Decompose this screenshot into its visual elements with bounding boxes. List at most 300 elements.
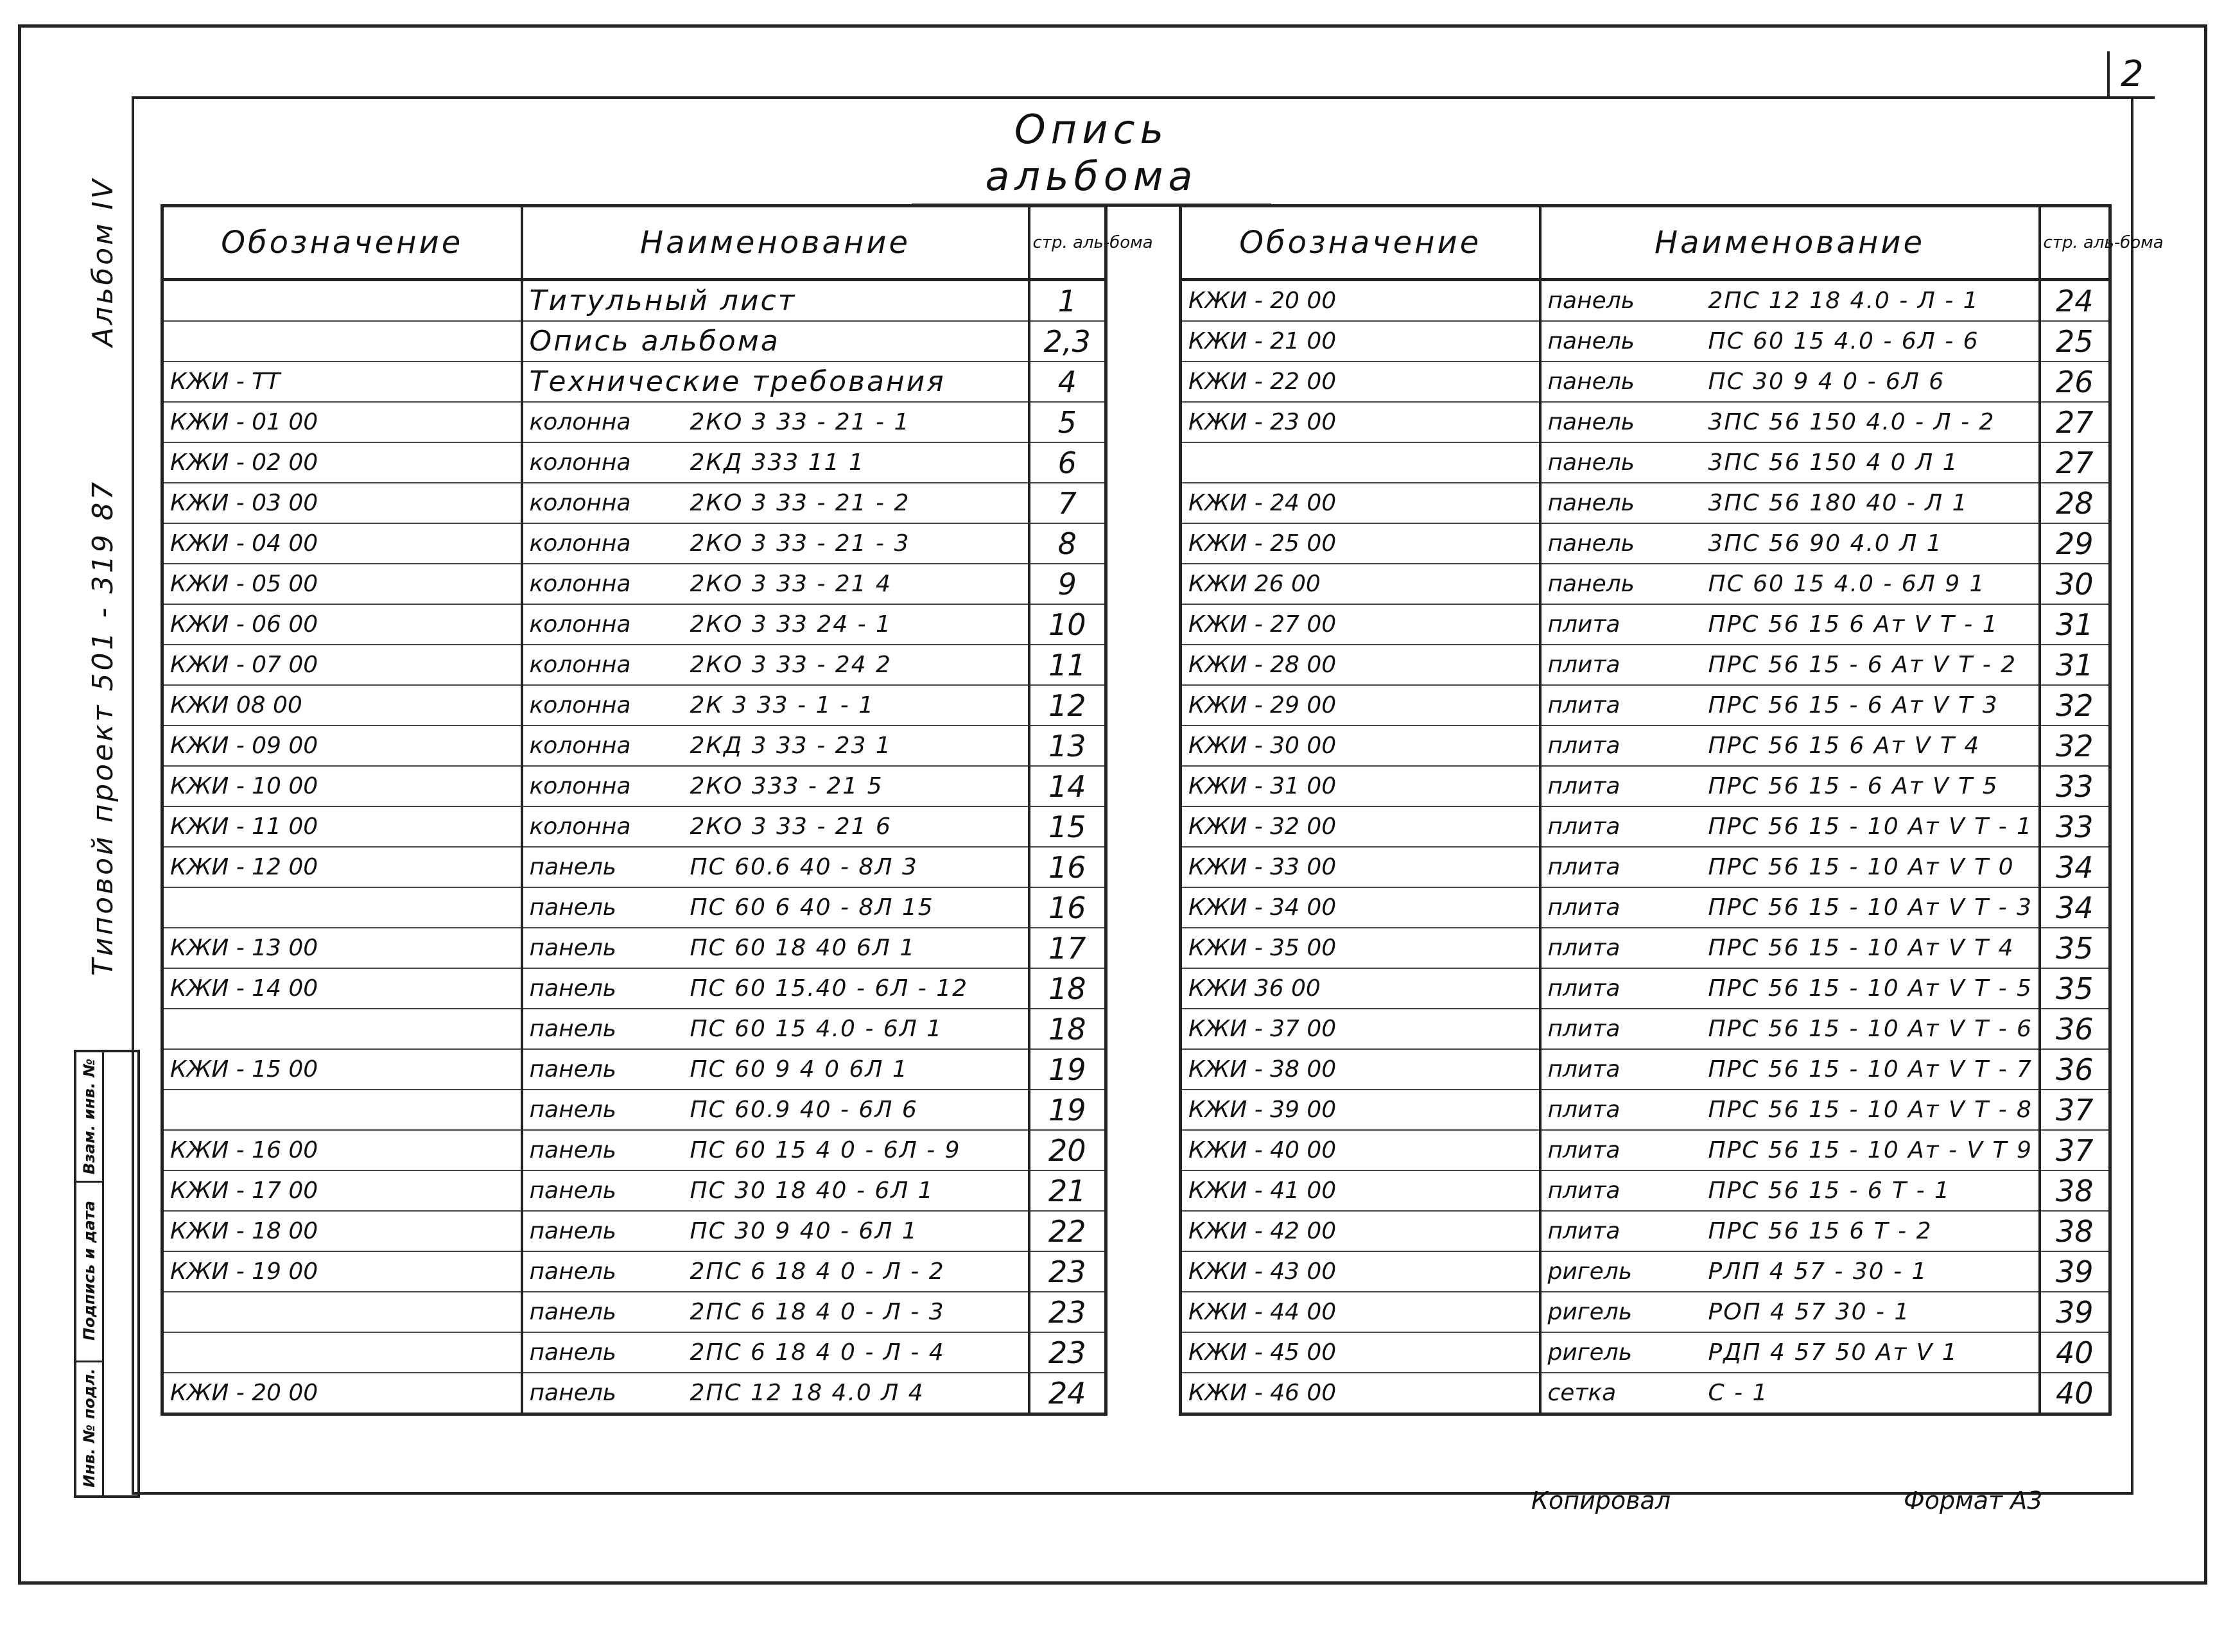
row-page: 21	[1029, 1170, 1106, 1211]
row-designation	[162, 1332, 522, 1373]
row-designation: КЖИ - 05 00	[162, 564, 522, 604]
row-mark: 2ПС 6 18 4 0 - Л - 2	[690, 1258, 945, 1285]
table-row	[162, 1332, 1106, 1373]
row-page: 40	[2040, 1373, 2110, 1414]
row-kind: плита	[1547, 854, 1620, 880]
row-designation: КЖИ - 11 00	[162, 806, 522, 847]
row-designation: КЖИ - 37 00	[1181, 1009, 1540, 1049]
row-mark: ПС 60 15 4.0 - 6Л 1	[690, 1016, 943, 1042]
table-row	[1181, 1332, 2110, 1373]
row-designation	[162, 1009, 522, 1049]
table-row	[1181, 564, 2110, 604]
row-mark: 2КО 3 33 - 21 4	[690, 571, 892, 597]
row-mark: ПРС 56 15 - 10 Ат V Т - 6	[1708, 1016, 2033, 1042]
table-row	[1181, 928, 2110, 968]
row-page: 37	[2040, 1090, 2110, 1130]
row-name	[1540, 321, 2040, 361]
row-kind: панель	[529, 975, 617, 1002]
row-kind: плита	[1547, 733, 1620, 759]
table-row	[162, 1170, 1106, 1211]
row-designation	[162, 1292, 522, 1332]
row-page: 35	[2040, 968, 2110, 1009]
row-name	[522, 645, 1029, 685]
row-name	[522, 280, 1029, 322]
table-row	[1181, 726, 2110, 766]
row-page: 23	[1029, 1251, 1106, 1292]
table-row	[1181, 1170, 2110, 1211]
row-page: 34	[2040, 887, 2110, 928]
row-kind: плита	[1547, 935, 1620, 961]
row-mark: 2ПС 6 18 4 0 - Л - 4	[690, 1339, 945, 1366]
row-mark: 2КО 3 33 - 24 2	[690, 652, 892, 678]
row-mark: ПРС 56 15 - 10 Ат V Т - 3	[1708, 894, 2033, 921]
row-page: 23	[1029, 1292, 1106, 1332]
row-name	[1540, 1090, 2040, 1130]
row-designation: КЖИ - 45 00	[1181, 1332, 1540, 1373]
row-name	[1540, 1170, 2040, 1211]
row-mark: ПС 60 15.40 - 6Л - 12	[690, 975, 968, 1002]
row-kind: панель	[1547, 490, 1635, 516]
header-designation: Обозначение	[162, 206, 522, 280]
row-mark: ПС 60 15 4 0 - 6Л - 9	[690, 1137, 961, 1163]
row-designation: КЖИ - 17 00	[162, 1170, 522, 1211]
row-kind: панель	[529, 1016, 617, 1042]
table-row	[162, 402, 1106, 442]
row-mark: 2КО 333 - 21 5	[690, 773, 883, 799]
row-name	[1540, 1373, 2040, 1414]
project-label: Типовой проект 501 - 319 87	[87, 479, 119, 976]
table-row	[1181, 402, 2110, 442]
row-name	[1540, 523, 2040, 564]
row-designation: КЖИ - 20 00	[1181, 280, 1540, 322]
row-mark: 2КО 3 33 - 21 - 1	[690, 409, 910, 435]
row-kind: панель	[529, 894, 617, 921]
row-designation: КЖИ - 20 00	[162, 1373, 522, 1414]
stamp-cell-signature: Подпись и дата	[76, 1181, 102, 1362]
row-kind: Технические требования	[529, 365, 946, 398]
row-page: 14	[1029, 766, 1106, 806]
row-name	[522, 361, 1029, 402]
row-mark: ПРС 56 15 - 10 Ат - V Т 9	[1708, 1137, 2033, 1163]
row-name	[1540, 645, 2040, 685]
row-designation: КЖИ - 31 00	[1181, 766, 1540, 806]
row-page: 38	[2040, 1170, 2110, 1211]
row-kind: панель	[529, 1218, 617, 1244]
row-page: 22	[1029, 1211, 1106, 1251]
row-mark: ПРС 56 15 - 6 Т - 1	[1708, 1178, 1950, 1204]
row-designation	[162, 887, 522, 928]
row-kind: колонна	[529, 409, 631, 435]
row-mark: 2ПС 12 18 4.0 - Л - 1	[1708, 288, 1979, 314]
row-page: 9	[1029, 564, 1106, 604]
row-designation: КЖИ - 12 00	[162, 847, 522, 887]
row-name	[522, 1211, 1029, 1251]
row-kind: плита	[1547, 611, 1620, 638]
row-mark: ПРС 56 15 - 6 Ат V Т 3	[1708, 692, 1999, 718]
row-page: 5	[1029, 402, 1106, 442]
row-mark: 3ПС 56 150 4 0 Л 1	[1708, 449, 1959, 476]
table-row	[162, 847, 1106, 887]
row-kind: плита	[1547, 692, 1620, 718]
table-row	[162, 1009, 1106, 1049]
row-designation: КЖИ - 25 00	[1181, 523, 1540, 564]
row-kind: панель	[529, 1380, 617, 1406]
row-kind: плита	[1547, 1097, 1620, 1123]
table-row	[1181, 280, 2110, 322]
row-mark: 2ПС 12 18 4.0 Л 4	[690, 1380, 925, 1406]
row-name	[522, 766, 1029, 806]
table-row	[162, 806, 1106, 847]
row-page: 11	[1029, 645, 1106, 685]
row-kind: плита	[1547, 1056, 1620, 1082]
row-name	[522, 1009, 1029, 1049]
stamp-cell-replacement: Взам. инв. №	[76, 1052, 102, 1183]
row-name	[522, 1251, 1029, 1292]
row-mark: ПРС 56 15 - 10 Ат V Т 0	[1708, 854, 2015, 880]
row-page: 34	[2040, 847, 2110, 887]
row-name	[1540, 361, 2040, 402]
row-kind: колонна	[529, 692, 631, 718]
table-row	[162, 766, 1106, 806]
row-kind: колонна	[529, 490, 631, 516]
row-name	[522, 1090, 1029, 1130]
table-row	[1181, 523, 2110, 564]
row-designation: КЖИ - 24 00	[1181, 483, 1540, 523]
row-kind: плита	[1547, 1178, 1620, 1204]
header-name: Наименование	[1540, 206, 2040, 280]
row-kind: панель	[1547, 328, 1635, 354]
row-kind: Титульный лист	[529, 284, 797, 317]
row-page: 4	[1029, 361, 1106, 402]
row-mark: ПС 60.6 40 - 8Л 3	[690, 854, 918, 880]
table-row	[162, 1292, 1106, 1332]
row-designation: КЖИ - 14 00	[162, 968, 522, 1009]
table-row	[162, 968, 1106, 1009]
table-row	[1181, 685, 2110, 726]
table-row	[162, 1373, 1106, 1414]
row-mark: ПС 60 18 40 6Л 1	[690, 935, 916, 961]
page-title: Опись альбома	[912, 106, 1271, 207]
row-designation: КЖИ - 35 00	[1181, 928, 1540, 968]
table-row	[162, 1211, 1106, 1251]
table-row	[1181, 1211, 2110, 1251]
row-designation: КЖИ - 28 00	[1181, 645, 1540, 685]
row-kind: панель	[1547, 369, 1635, 395]
row-designation: КЖИ - 21 00	[1181, 321, 1540, 361]
row-designation: КЖИ - 40 00	[1181, 1130, 1540, 1170]
row-name	[522, 321, 1029, 361]
table-row	[162, 604, 1106, 645]
row-designation: КЖИ - 16 00	[162, 1130, 522, 1170]
row-designation: КЖИ - 02 00	[162, 442, 522, 483]
table-row	[162, 1251, 1106, 1292]
row-page: 25	[2040, 321, 2110, 361]
table-row	[1181, 645, 2110, 685]
row-page: 15	[1029, 806, 1106, 847]
row-kind: плита	[1547, 813, 1620, 840]
table-row	[1181, 1373, 2110, 1414]
row-name	[1540, 806, 2040, 847]
copied-label: Копировал	[1531, 1486, 1671, 1515]
row-mark: ПРС 56 15 - 10 Ат V Т - 1	[1708, 813, 2033, 840]
row-mark: ПРС 56 15 6 Т - 2	[1708, 1218, 1933, 1244]
row-page: 7	[1029, 483, 1106, 523]
row-designation: КЖИ 26 00	[1181, 564, 1540, 604]
row-page: 36	[2040, 1009, 2110, 1049]
row-designation: КЖИ - 44 00	[1181, 1292, 1540, 1332]
row-page: 2,3	[1029, 321, 1106, 361]
table-row	[162, 483, 1106, 523]
row-mark: 2КО 3 33 - 21 6	[690, 813, 892, 840]
row-kind: панель	[1547, 449, 1635, 476]
row-name	[522, 1049, 1029, 1090]
table-row	[162, 564, 1106, 604]
row-page: 31	[2040, 604, 2110, 645]
row-designation: КЖИ 36 00	[1181, 968, 1540, 1009]
row-kind: плита	[1547, 975, 1620, 1002]
header-name: Наименование	[522, 206, 1029, 280]
row-designation: КЖИ - 19 00	[162, 1251, 522, 1292]
table-row	[1181, 483, 2110, 523]
row-page: 32	[2040, 685, 2110, 726]
row-name	[522, 968, 1029, 1009]
row-name	[522, 483, 1029, 523]
row-designation: КЖИ - 04 00	[162, 523, 522, 564]
table-row	[1181, 968, 2110, 1009]
row-page: 27	[2040, 442, 2110, 483]
row-mark: ПРС 56 15 6 Ат V Т 4	[1708, 733, 1981, 759]
table-row	[162, 442, 1106, 483]
row-designation: КЖИ - 15 00	[162, 1049, 522, 1090]
table-row	[1181, 847, 2110, 887]
row-name	[1540, 1332, 2040, 1373]
row-page: 18	[1029, 968, 1106, 1009]
row-mark: 3ПС 56 150 4.0 - Л - 2	[1708, 409, 1995, 435]
table-row	[162, 361, 1106, 402]
row-name	[522, 1130, 1029, 1170]
row-name	[1540, 564, 2040, 604]
row-designation: КЖИ - ТТ	[162, 361, 522, 402]
row-designation: КЖИ - 13 00	[162, 928, 522, 968]
table-row	[162, 645, 1106, 685]
row-page: 24	[1029, 1373, 1106, 1414]
row-kind: панель	[529, 1056, 617, 1082]
row-name	[1540, 887, 2040, 928]
header-page: стр. аль-бома	[1029, 206, 1106, 280]
row-designation: КЖИ - 46 00	[1181, 1373, 1540, 1414]
row-designation: КЖИ - 34 00	[1181, 887, 1540, 928]
table-row	[162, 1049, 1106, 1090]
row-page: 24	[2040, 280, 2110, 322]
approval-stamp	[74, 1050, 140, 1498]
table-header	[1181, 206, 2110, 280]
row-kind: панель	[529, 935, 617, 961]
row-name	[1540, 402, 2040, 442]
row-kind: колонна	[529, 773, 631, 799]
row-kind: панель	[529, 1299, 617, 1325]
row-kind: колонна	[529, 813, 631, 840]
header-designation: Обозначение	[1181, 206, 1540, 280]
row-kind: панель	[1547, 409, 1635, 435]
row-kind: панель	[529, 1339, 617, 1366]
row-name	[522, 402, 1029, 442]
row-mark: ПРС 56 15 - 10 Ат V Т - 8	[1708, 1097, 2033, 1123]
row-page: 12	[1029, 685, 1106, 726]
table-row	[162, 887, 1106, 928]
row-name	[522, 806, 1029, 847]
table-row	[1181, 1009, 2110, 1049]
row-page: 6	[1029, 442, 1106, 483]
table-row	[162, 685, 1106, 726]
row-mark: 2ПС 6 18 4 0 - Л - 3	[690, 1299, 945, 1325]
row-designation: КЖИ - 29 00	[1181, 685, 1540, 726]
row-page: 30	[2040, 564, 2110, 604]
row-kind: Опись альбома	[529, 325, 780, 358]
row-designation: КЖИ - 39 00	[1181, 1090, 1540, 1130]
row-name	[1540, 847, 2040, 887]
row-name	[522, 442, 1029, 483]
row-designation: КЖИ - 09 00	[162, 726, 522, 766]
row-page: 17	[1029, 928, 1106, 968]
row-page: 26	[2040, 361, 2110, 402]
row-page: 18	[1029, 1009, 1106, 1049]
row-mark: 2КО 3 33 - 21 - 3	[690, 530, 910, 557]
row-name	[522, 726, 1029, 766]
row-name	[1540, 1009, 2040, 1049]
row-mark: 3ПС 56 90 4.0 Л 1	[1708, 530, 1943, 557]
row-kind: колонна	[529, 652, 631, 678]
table-row	[162, 1090, 1106, 1130]
row-designation: КЖИ - 07 00	[162, 645, 522, 685]
row-mark: ПРС 56 15 - 10 Ат V Т - 5	[1708, 975, 2033, 1002]
table-row	[1181, 1049, 2110, 1090]
row-mark: ПРС 56 15 - 10 Ат V Т 4	[1708, 935, 2015, 961]
row-name	[522, 1373, 1029, 1414]
row-name	[522, 1332, 1029, 1373]
row-name	[1540, 726, 2040, 766]
row-designation: КЖИ - 42 00	[1181, 1211, 1540, 1251]
table-row	[162, 1130, 1106, 1170]
row-name	[522, 1170, 1029, 1211]
row-kind: панель	[529, 1137, 617, 1163]
table-row	[1181, 1090, 2110, 1130]
row-name	[522, 685, 1029, 726]
row-page: 1	[1029, 280, 1106, 322]
row-kind: панель	[1547, 530, 1635, 557]
row-mark: ПС 30 9 4 0 - 6Л 6	[1708, 369, 1945, 395]
stamp-cell-inventory: Инв. № подл.	[80, 1368, 98, 1488]
row-name	[1540, 968, 2040, 1009]
row-name	[522, 523, 1029, 564]
row-designation: КЖИ - 10 00	[162, 766, 522, 806]
row-kind: плита	[1547, 773, 1620, 799]
row-mark: ПРС 56 15 - 6 Ат V Т 5	[1708, 773, 1999, 799]
row-kind: колонна	[529, 449, 631, 476]
table-row	[162, 726, 1106, 766]
table-row	[1181, 1130, 2110, 1170]
row-designation: КЖИ - 32 00	[1181, 806, 1540, 847]
row-designation: КЖИ - 43 00	[1181, 1251, 1540, 1292]
row-page: 16	[1029, 847, 1106, 887]
row-designation: КЖИ - 03 00	[162, 483, 522, 523]
sheet-number: 2	[2107, 51, 2155, 99]
row-designation: КЖИ - 33 00	[1181, 847, 1540, 887]
row-designation: КЖИ - 23 00	[1181, 402, 1540, 442]
row-name	[522, 604, 1029, 645]
row-designation	[162, 1090, 522, 1130]
row-page: 37	[2040, 1130, 2110, 1170]
row-kind: колонна	[529, 530, 631, 557]
row-kind: плита	[1547, 1137, 1620, 1163]
row-kind: ригель	[1547, 1339, 1633, 1366]
row-page: 28	[2040, 483, 2110, 523]
row-page: 33	[2040, 806, 2110, 847]
table-row	[1181, 1251, 2110, 1292]
row-mark: С - 1	[1708, 1380, 1769, 1406]
row-mark: ПС 60 9 4 0 6Л 1	[690, 1056, 908, 1082]
row-mark: 2К 3 33 - 1 - 1	[690, 692, 875, 718]
row-designation	[162, 321, 522, 361]
row-kind: панель	[1547, 288, 1635, 314]
row-kind: плита	[1547, 1218, 1620, 1244]
row-kind: колонна	[529, 733, 631, 759]
row-page: 40	[2040, 1332, 2110, 1373]
row-mark: ПС 60.9 40 - 6Л 6	[690, 1097, 918, 1123]
row-mark: РОП 4 57 30 - 1	[1708, 1299, 1911, 1325]
row-page: 31	[2040, 645, 2110, 685]
row-name	[1540, 442, 2040, 483]
row-name	[1540, 1292, 2040, 1332]
table-row	[162, 928, 1106, 968]
row-page: 16	[1029, 887, 1106, 928]
table-row	[1181, 766, 2110, 806]
row-kind: плита	[1547, 894, 1620, 921]
row-page: 36	[2040, 1049, 2110, 1090]
row-name	[1540, 483, 2040, 523]
row-designation: КЖИ - 38 00	[1181, 1049, 1540, 1090]
row-name	[1540, 1049, 2040, 1090]
table-header	[162, 206, 1106, 280]
row-designation: КЖИ - 41 00	[1181, 1170, 1540, 1211]
row-mark: РДП 4 57 50 Ат V 1	[1708, 1339, 1958, 1366]
row-page: 19	[1029, 1049, 1106, 1090]
row-mark: ПРС 56 15 - 6 Ат V Т - 2	[1708, 652, 2017, 678]
left-register-table	[161, 204, 1153, 1416]
row-name	[1540, 928, 2040, 968]
row-page: 29	[2040, 523, 2110, 564]
row-page: 19	[1029, 1090, 1106, 1130]
row-mark: ПРС 56 15 6 Ат V Т - 1	[1708, 611, 1999, 638]
row-page: 39	[2040, 1292, 2110, 1332]
row-name	[1540, 280, 2040, 322]
row-designation: КЖИ - 01 00	[162, 402, 522, 442]
row-mark: ПРС 56 15 - 10 Ат V Т - 7	[1708, 1056, 2033, 1082]
row-kind: ригель	[1547, 1299, 1633, 1325]
row-kind: панель	[1547, 571, 1635, 597]
row-page: 13	[1029, 726, 1106, 766]
table-row	[1181, 887, 2110, 928]
row-kind: панель	[529, 1258, 617, 1285]
row-kind: панель	[529, 854, 617, 880]
row-kind: панель	[529, 1097, 617, 1123]
row-kind: панель	[529, 1178, 617, 1204]
row-name	[1540, 766, 2040, 806]
row-mark: РЛП 4 57 - 30 - 1	[1708, 1258, 1928, 1285]
row-kind: плита	[1547, 1016, 1620, 1042]
row-page: 8	[1029, 523, 1106, 564]
row-mark: 2КД 3 33 - 23 1	[690, 733, 892, 759]
row-page: 38	[2040, 1211, 2110, 1251]
